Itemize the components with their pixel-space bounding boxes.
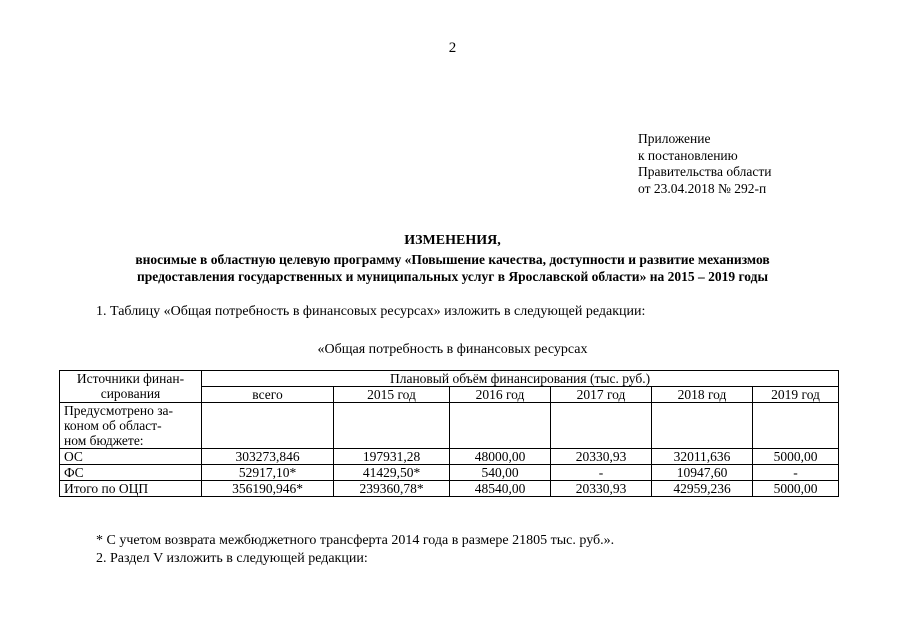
empty-cell <box>551 403 652 449</box>
row-source: ФС <box>60 465 202 481</box>
empty-cell <box>652 403 753 449</box>
subtitle-line: вносимые в областную целевую программу «Повышение качества, доступности и развитие механизмов <box>135 252 770 267</box>
table-cell: 20330,93 <box>551 481 652 497</box>
table-title: «Общая потребность в финансовых ресурсах <box>317 342 588 357</box>
column-header: 2017 год <box>551 387 652 403</box>
table-cell: 5000,00 <box>753 449 839 465</box>
table-cell: - <box>753 465 839 481</box>
table-row <box>60 481 839 497</box>
table-row <box>60 449 839 465</box>
table-cell: 239360,78* <box>334 481 450 497</box>
table-cell: 303273,846 <box>202 449 334 465</box>
financing-table <box>59 370 839 497</box>
column-header: 2018 год <box>652 387 753 403</box>
appendix-line: Правительства области <box>638 164 772 179</box>
table-subheader-row <box>60 403 839 449</box>
row-source: ОС <box>60 449 202 465</box>
table-cell: 32011,636 <box>652 449 753 465</box>
column-header: 2016 год <box>450 387 551 403</box>
subheader-line: коном об област- <box>64 418 162 433</box>
table-cell: 48000,00 <box>450 449 551 465</box>
row-source: Итого по ОЦП <box>60 481 202 497</box>
source-header-line: Источники финан- <box>76 371 185 386</box>
subtitle-line: предоставления государственных и муниципальных услуг в Ярославской области» на 2015 – 2019 годы <box>136 269 769 284</box>
table-row <box>60 465 839 481</box>
table-cell: 540,00 <box>450 465 551 481</box>
footnote: * С учетом возврата межбюджетного трансферта 2014 года в размере 21805 тыс. руб.». <box>96 533 615 548</box>
item-2-text: 2. Раздел V изложить в следующей редакции: <box>96 551 368 566</box>
table-cell: 356190,946* <box>202 481 334 497</box>
appendix-block <box>638 131 771 197</box>
table-cell: 5000,00 <box>753 481 839 497</box>
appendix-line: Приложение <box>638 131 711 146</box>
table-cell: - <box>551 465 652 481</box>
subheader-cell <box>60 403 202 449</box>
table-cell: 197931,28 <box>334 449 450 465</box>
appendix-line: от 23.04.2018 № 292-п <box>638 180 767 196</box>
table-cell: 41429,50* <box>334 465 450 481</box>
subheader-line: ном бюджете: <box>64 433 144 448</box>
plan-header-cell: Плановый объём финансирования (тыс. руб.) <box>202 371 839 387</box>
source-header-cell <box>60 371 202 403</box>
column-header: всего <box>202 387 334 403</box>
empty-cell <box>202 403 334 449</box>
source-header-line: сирования <box>100 386 161 401</box>
table-header-row <box>60 371 839 387</box>
table-cell: 20330,93 <box>551 449 652 465</box>
empty-cell <box>334 403 450 449</box>
empty-cell <box>450 403 551 449</box>
column-header: 2015 год <box>334 387 450 403</box>
table-cell: 48540,00 <box>450 481 551 497</box>
table-cell: 10947,60 <box>652 465 753 481</box>
appendix-line: к постановлению <box>638 147 738 163</box>
table-cell: 42959,236 <box>652 481 753 497</box>
empty-cell <box>753 403 839 449</box>
subheader-line: Предусмотрено за- <box>64 403 174 418</box>
page-number: 2 <box>448 40 457 56</box>
table-cell: 52917,10* <box>202 465 334 481</box>
column-header: 2019 год <box>753 387 839 403</box>
document-title: ИЗМЕНЕНИЯ, <box>404 233 501 248</box>
item-1-text: 1. Таблицу «Общая потребность в финансовых ресурсах» изложить в следующей редакции: <box>96 304 646 319</box>
document-subtitle <box>0 251 905 285</box>
